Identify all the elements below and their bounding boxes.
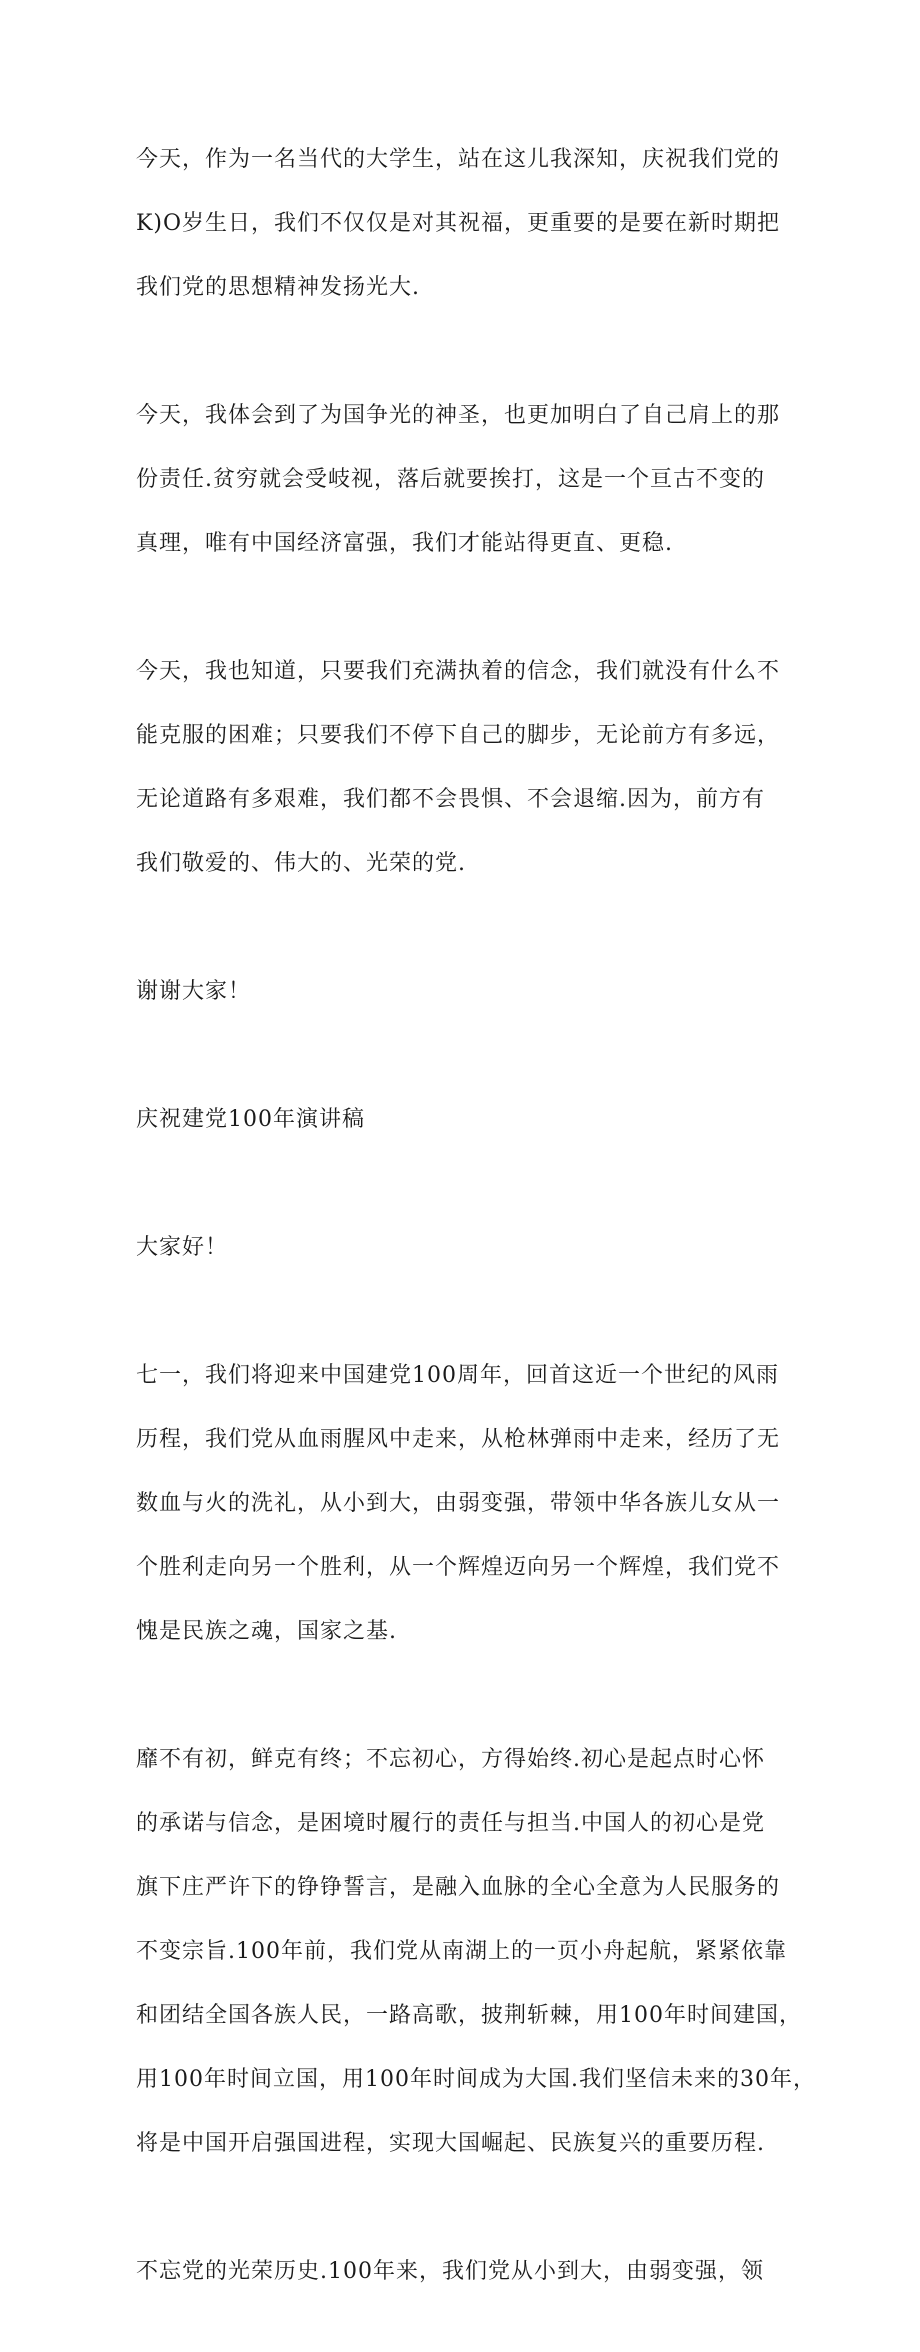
text-line: 庆祝建党100年演讲稿 [136, 1107, 365, 1132]
text-line: 愧是民族之魂，国家之基. [136, 1619, 397, 1644]
text-line: 大家好！ [136, 1235, 229, 1260]
document-body [136, 112, 816, 2352]
section-title [136, 1072, 784, 1168]
text-line: 今天，我也知道，只要我们充满执着的信念，我们就没有什么不 [136, 659, 781, 684]
text-line: 我们党的思想精神发扬光大. [136, 275, 420, 300]
paragraph [136, 112, 784, 336]
text-line: 用100年时间立国，用100年时间成为大国.我们坚信未来的30年， [136, 2067, 816, 2092]
text-line: 数血与火的洗礼，从小到大，由弱变强，带领中华各族儿女从一 [136, 1491, 781, 1516]
paragraph [136, 368, 784, 592]
text-line: 不忘党的光荣历史.100年来，我们党从小到大，由弱变强，领 [136, 2259, 764, 2284]
text-line: 今天，我体会到了为国争光的神圣，也更加明白了自己肩上的那 [136, 403, 781, 428]
text-line: 将是中国开启强国进程，实现大国崛起、民族复兴的重要历程. [136, 2131, 765, 2156]
text-line: 真理，唯有中国经济富强，我们才能站得更直、更稳. [136, 531, 673, 556]
paragraph [136, 1712, 816, 2192]
text-line: 今天，作为一名当代的大学生，站在这儿我深知，庆祝我们党的 [136, 147, 781, 172]
text-line: 靡不有初，鲜克有终；不忘初心，方得始终.初心是起点时心怀 [136, 1747, 765, 1772]
paragraph [136, 624, 784, 912]
text-line: 个胜利走向另一个胜利，从一个辉煌迈向另一个辉煌，我们党不 [136, 1555, 781, 1580]
paragraph [136, 1328, 784, 1680]
text-line: 和团结全国各族人民，一路高歌，披荆斩棘，用100年时间建国， [136, 2003, 802, 2028]
greeting [136, 1200, 784, 1296]
text-line: 无论道路有多艰难，我们都不会畏惧、不会退缩.因为，前方有 [136, 787, 765, 812]
text-line: K)O岁生日，我们不仅仅是对其祝福，更重要的是要在新时期把 [136, 211, 781, 236]
text-line: 历程，我们党从血雨腥风中走来，从枪林弹雨中走来，经历了无 [136, 1427, 781, 1452]
text-line: 我们敬爱的、伟大的、光荣的党. [136, 851, 466, 876]
text-line: 的承诺与信念，是困境时履行的责任与担当.中国人的初心是党 [136, 1811, 765, 1836]
text-line: 旗下庄严许下的铮铮誓言，是融入血脉的全心全意为人民服务的 [136, 1875, 781, 1900]
closing-thanks [136, 944, 784, 1040]
text-line: 谢谢大家！ [136, 979, 252, 1004]
text-line: 七一，我们将迎来中国建党100周年，回首这近一个世纪的风雨 [136, 1363, 779, 1388]
text-line: 能克服的困难；只要我们不停下自己的脚步，无论前方有多远， [136, 723, 781, 748]
paragraph [136, 2224, 784, 2320]
text-line: 份责任.贫穷就会受岐视，落后就要挨打，这是一个亘古不变的 [136, 467, 765, 492]
text-line: 不变宗旨.100年前，我们党从南湖上的一页小舟起航，紧紧依靠 [136, 1939, 787, 1964]
